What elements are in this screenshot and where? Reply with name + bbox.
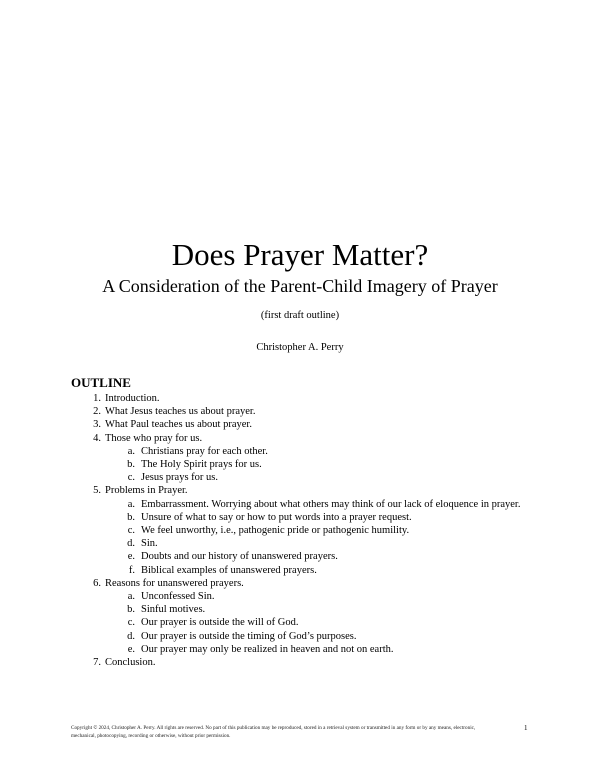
- outline-subtext: Unconfessed Sin.: [141, 591, 215, 603]
- outline-letter: d.: [127, 538, 135, 550]
- outline-subtext: Our prayer may only be realized in heaven and not on earth.: [141, 643, 394, 655]
- outline-letter: e.: [127, 643, 135, 655]
- outline-subitem: [71, 524, 531, 537]
- outline-subitem: [71, 590, 531, 603]
- outline-subitem: [71, 630, 531, 643]
- outline-item: [71, 484, 531, 497]
- outline-subitem: [71, 564, 531, 577]
- outline-letter: b.: [127, 459, 135, 471]
- page-number: 1: [524, 724, 528, 732]
- outline-letter: c.: [127, 525, 135, 537]
- outline-text: What Jesus teaches us about prayer.: [105, 406, 256, 418]
- outline-letter: d.: [127, 630, 135, 642]
- outline-text: Problems in Prayer.: [105, 485, 188, 497]
- outline-item: [71, 656, 531, 669]
- outline-letter: a.: [127, 445, 135, 457]
- document-subtitle: A Consideration of the Parent-Child Imagery of Prayer: [102, 276, 498, 296]
- outline-item: [71, 392, 531, 405]
- outline-heading: OUTLINE: [71, 375, 131, 390]
- outline-subitem: [71, 643, 531, 656]
- outline-subtext: The Holy Spirit prays for us.: [141, 459, 262, 471]
- outline-subtext: Embarrassment. Worrying about what others may think of our lack of eloquence in prayer.: [141, 498, 521, 510]
- outline-subitem: [71, 498, 531, 511]
- outline-subitem: [71, 603, 531, 616]
- outline-number: 3.: [93, 419, 101, 431]
- outline-subtext: Christians pray for each other.: [141, 445, 268, 457]
- outline-subtext: Sinful motives.: [141, 604, 206, 616]
- outline-item: [71, 405, 531, 418]
- document-title: Does Prayer Matter?: [171, 237, 429, 272]
- outline-subtext: Biblical examples of unanswered prayers.: [141, 564, 317, 576]
- outline-subitem: [71, 445, 531, 458]
- outline-item: [71, 577, 531, 590]
- outline-subtext: Our prayer is outside the timing of God’s purposes.: [141, 630, 357, 642]
- outline-letter: e.: [127, 551, 135, 563]
- outline-letter: c.: [127, 617, 135, 629]
- outline-text: Conclusion.: [105, 657, 156, 669]
- outline-subtext: Our prayer is outside the will of God.: [141, 617, 299, 629]
- outline-letter: b.: [127, 604, 135, 616]
- outline-number: 6.: [93, 577, 101, 589]
- author-name: Christopher A. Perry: [256, 342, 344, 353]
- draft-note: (first draft outline): [260, 310, 340, 321]
- outline-subitem: [71, 471, 531, 484]
- outline-text: What Paul teaches us about prayer.: [105, 419, 252, 431]
- outline-subitem: [71, 616, 531, 629]
- outline-subtext: We feel unworthy, i.e., pathogenic pride or pathogenic humility.: [141, 525, 410, 537]
- outline-letter: a.: [127, 591, 135, 603]
- outline-subtext: Jesus prays for us.: [141, 472, 218, 484]
- outline-subtext: Sin.: [141, 538, 158, 550]
- outline-number: 1.: [93, 393, 101, 404]
- outline-item: [71, 432, 531, 445]
- outline-number: 4.: [93, 432, 101, 444]
- outline-subtext: Doubts and our history of unanswered prayers.: [141, 551, 338, 563]
- outline-subitem: [71, 550, 531, 563]
- outline-subitem: [71, 511, 531, 524]
- outline-letter: a.: [127, 498, 135, 510]
- outline-subitem: [71, 537, 531, 550]
- outline-letter: c.: [127, 472, 135, 484]
- outline-text: Introduction.: [105, 393, 160, 404]
- outline-text: Reasons for unanswered prayers.: [105, 577, 244, 589]
- copyright-footer: Copyright © 2024, Christopher A. Perry. All rights are reserved. No part of this publication may be reproduced, stored in a retrieval system or transmitted in any form or by any means, electronic, mechanical, photocopying, recording or otherwise, without prior permission.: [71, 725, 476, 739]
- outline-number: 5.: [93, 485, 101, 497]
- outline-text: Those who pray for us.: [105, 432, 203, 444]
- outline-list: [71, 392, 531, 669]
- outline-letter: f.: [128, 564, 135, 576]
- outline-subitem: [71, 458, 531, 471]
- outline-subtext: Unsure of what to say or how to put words into a prayer request.: [141, 511, 412, 523]
- outline-letter: b.: [127, 511, 135, 523]
- outline-item: [71, 418, 531, 431]
- outline-number: 7.: [93, 657, 101, 669]
- outline-number: 2.: [93, 406, 101, 418]
